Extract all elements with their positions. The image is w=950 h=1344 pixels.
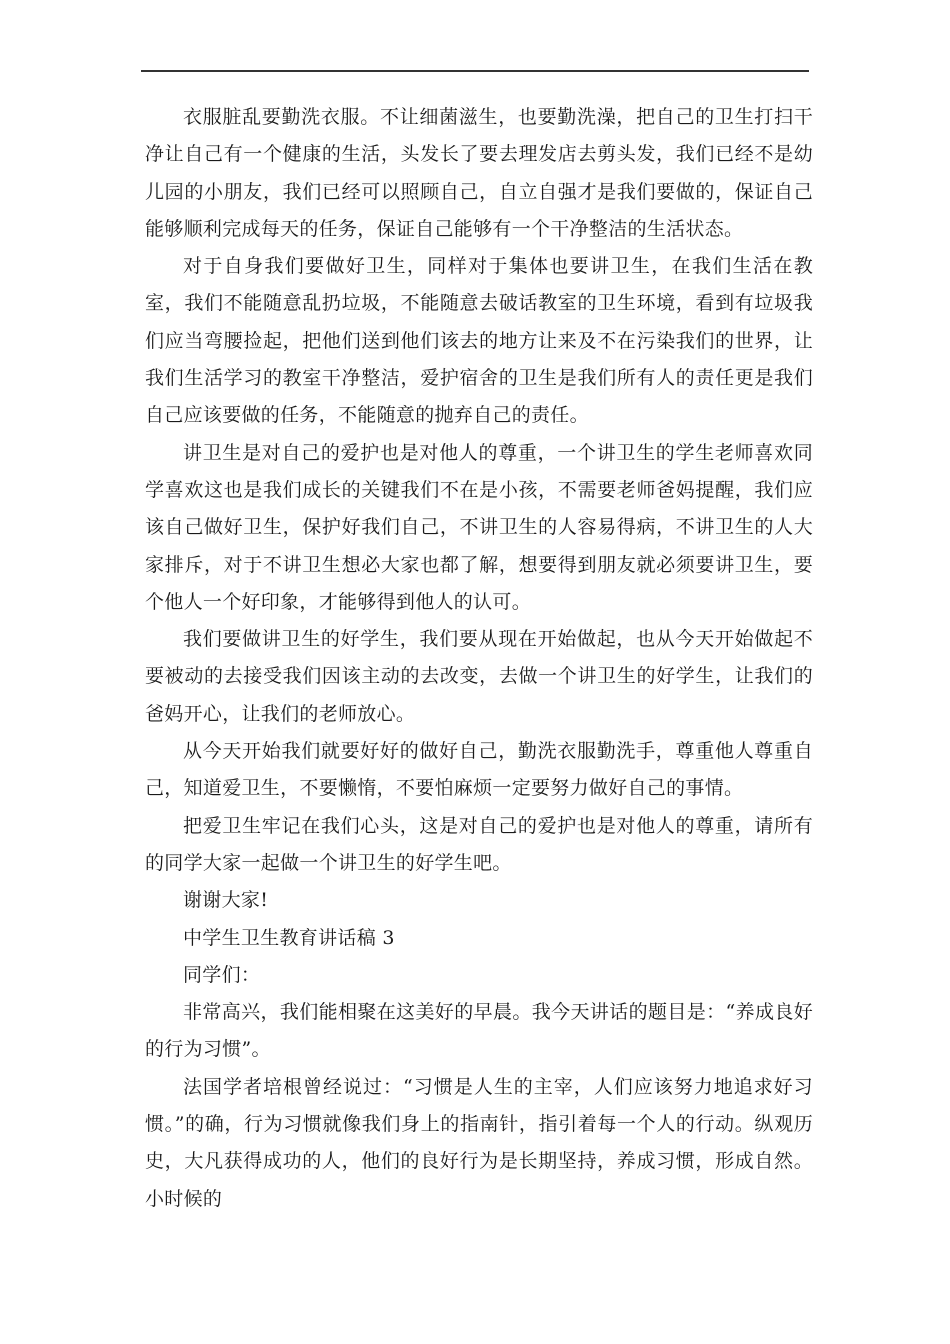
paragraph: 我们要做讲卫生的好学生，我们要从现在开始做起，也从今天开始做起不要被动的去接受我们因该主动的去改变，去做一个讲卫生的好学生，让我们的爸妈开心，让我们的老师放心。 <box>145 628 813 725</box>
document-body <box>145 99 813 1218</box>
salutation: 同学们： <box>183 963 261 986</box>
paragraph: 对于自身我们要做好卫生，同样对于集体也要讲卫生，在我们生活在教室，我们不能随意乱扔垃圾，不能随意去破话教室的卫生环境，看到有垃圾我们应当弯腰捡起，把他们送到他们该去的地方让来及不在污染我们的世界，让我们生活学习的教室干净整洁，爱护宿舍的卫生是我们所有人的责任更是我们自己应该要做的任务，不能随意的抛弃自己的责任。 <box>145 255 813 427</box>
paragraph: 从今天开始我们就要好好的做好自己，勤洗衣服勤洗手，尊重他人尊重自己，知道爱卫生，不要懒惰，不要怕麻烦一定要努力做好自己的事情。 <box>145 740 813 800</box>
paragraph: 法国学者培根曾经说过：“习惯是人生的主宰，人们应该努力地追求好习惯。”的确，行为习惯就像我们身上的指南针，指引着每一个人的行动。纵观历史，大凡获得成功的人，他们的良好行为是长期坚持，养成习惯，形成自然。小时候的 <box>145 1075 813 1210</box>
closing-line: 谢谢大家! <box>183 889 269 912</box>
paragraph: 衣服脏乱要勤洗衣服。不让细菌滋生，也要勤洗澡，把自己的卫生打扫干净让自己有一个健康的生活，头发长了要去理发店去剪头发，我们已经不是幼儿园的小朋友，我们已经可以照顾自己，自立自强才是我们要做的，保证自己能够顺利完成每天的任务，保证自己能够有一个干净整洁的生活状态。 <box>145 106 813 240</box>
section-heading: 中学生卫生教育讲话稿 3 <box>183 926 395 949</box>
paragraph: 讲卫生是对自己的爱护也是对他人的尊重，一个讲卫生的学生老师喜欢同学喜欢这也是我们成长的关键我们不在是小孩，不需要老师爸妈提醒，我们应该自己做好卫生，保护好我们自己，不讲卫生的人容易得病，不讲卫生的人大家排斥，对于不讲卫生想必大家也都了解，想要得到朋友就必须要讲卫生，要个他人一个好印象，才能够得到他人的认可。 <box>145 441 813 613</box>
header-rule <box>141 70 809 72</box>
paragraph: 把爱卫生牢记在我们心头，这是对自己的爱护也是对他人的尊重，请所有的同学大家一起做一个讲卫生的好学生吧。 <box>145 814 813 874</box>
paragraph: 非常高兴，我们能相聚在这美好的早晨。我今天讲话的题目是：“养成良好的行为习惯”。 <box>145 1001 813 1061</box>
